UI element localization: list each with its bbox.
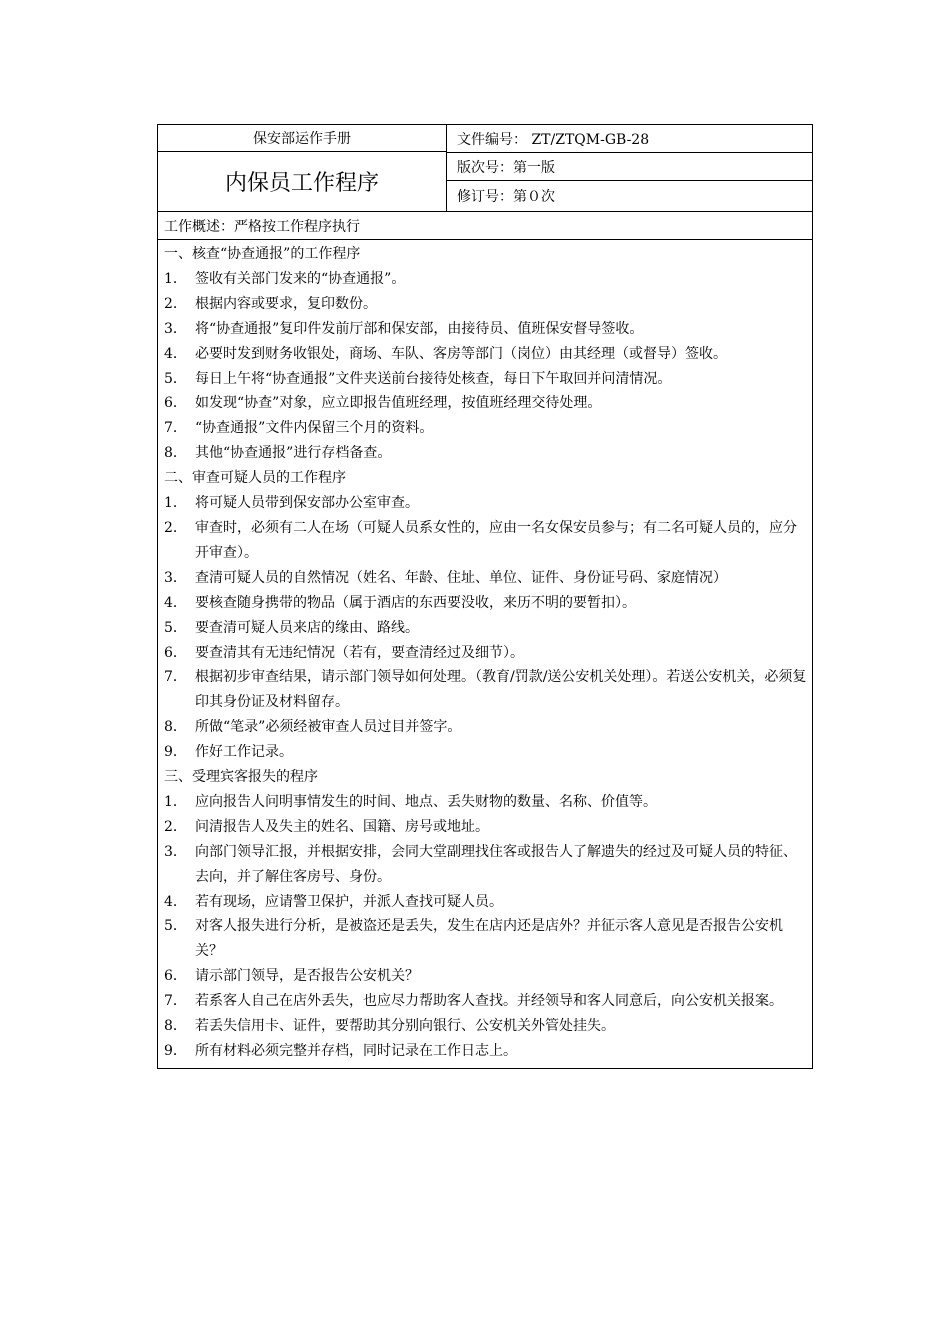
work-summary: 工作概述：严格按工作程序执行 bbox=[158, 212, 812, 240]
procedure-step bbox=[164, 267, 808, 292]
step-text: 请示部门领导，是否报告公安机关？ bbox=[195, 968, 419, 985]
procedure-step bbox=[164, 641, 808, 666]
step-number: 2． bbox=[164, 519, 187, 536]
step-number: 7． bbox=[164, 420, 187, 437]
procedure-step bbox=[164, 292, 808, 317]
step-text: 将可疑人员带到保安部办公室审查。 bbox=[195, 495, 419, 512]
procedure-step bbox=[164, 914, 808, 964]
step-text: 要查清其有无违纪情况（若有，要查清经过及细节）。 bbox=[195, 644, 524, 661]
procedure-step bbox=[164, 665, 808, 715]
step-number: 8． bbox=[164, 445, 187, 462]
step-number: 8． bbox=[164, 719, 187, 736]
procedure-step bbox=[164, 989, 808, 1014]
step-number: 7． bbox=[164, 993, 187, 1010]
procedure-step bbox=[164, 740, 808, 765]
step-text: 对客人报失进行分析，是被盗还是丢失，发生在店内还是店外？并征示客人意见是否报告公安机关？ bbox=[195, 918, 783, 960]
step-number: 6． bbox=[164, 644, 187, 661]
step-number: 5． bbox=[164, 918, 187, 935]
step-text: 应向报告人问明事情发生的时间、地点、丢失财物的数量、名称、价值等。 bbox=[195, 793, 657, 810]
procedure-step bbox=[164, 840, 808, 890]
step-number: 9． bbox=[164, 744, 187, 761]
step-number: 7． bbox=[164, 669, 187, 686]
procedure-step bbox=[164, 715, 808, 740]
step-number: 9． bbox=[164, 1043, 187, 1059]
step-number: 4． bbox=[164, 893, 187, 910]
step-number: 6． bbox=[164, 968, 187, 985]
step-text: 要查清可疑人员来店的缘由、路线。 bbox=[195, 619, 419, 636]
procedure-step bbox=[164, 1014, 808, 1039]
step-number: 4． bbox=[164, 345, 187, 362]
step-text: 所有材料必须完整并存档，同时记录在工作日志上。 bbox=[195, 1043, 517, 1059]
revision-number: 修订号：第０次 bbox=[457, 189, 555, 205]
document-title: 内保员工作程序 bbox=[224, 171, 379, 196]
manual-name: 保安部运作手册 bbox=[158, 125, 446, 152]
step-text: 查清可疑人员的自然情况（姓名、年龄、住址、单位、证件、身份证号码、家庭情况） bbox=[195, 569, 727, 586]
step-text: 要核查随身携带的物品（属于酒店的东西要没收，来历不明的要暂扣）。 bbox=[195, 594, 636, 611]
procedure-step bbox=[164, 591, 808, 616]
procedure-step bbox=[164, 566, 808, 591]
step-text: 将“协查通报”复印件发前厅部和保安部，由接待员、值班保安督导签收。 bbox=[195, 320, 644, 337]
procedure-step bbox=[164, 391, 808, 416]
step-number: 8． bbox=[164, 1018, 187, 1035]
step-text: 问清报告人及失主的姓名、国籍、房号或地址。 bbox=[195, 818, 489, 835]
step-number: 6． bbox=[164, 395, 187, 412]
procedure-step bbox=[164, 890, 808, 915]
step-text: 若丢失信用卡、证件，要帮助其分别向银行、公安机关外管处挂失。 bbox=[195, 1018, 615, 1035]
step-number: 2． bbox=[164, 818, 187, 835]
step-text: 其他“协查通报”进行存档备查。 bbox=[195, 445, 392, 462]
procedure-step bbox=[164, 516, 808, 566]
procedure-step bbox=[164, 367, 808, 392]
procedure-step bbox=[164, 964, 808, 989]
step-text: 根据初步审查结果，请示部门领导如何处理。（教育/罚款/送公安机关处理）。若送公安机关，必须复印其身份证及材料留存。 bbox=[195, 669, 807, 711]
section-heading: 三、受理宾客报失的程序 bbox=[164, 769, 318, 786]
document-header bbox=[158, 125, 812, 212]
step-text: 审查时，必须有二人在场（可疑人员系女性的，应由一名女保安员参与；有二名可疑人员的，应分开审查）。 bbox=[195, 519, 797, 561]
step-number: 1． bbox=[164, 793, 187, 810]
procedure-step bbox=[164, 790, 808, 815]
step-number: 1． bbox=[164, 270, 187, 287]
step-number: 3． bbox=[164, 843, 187, 860]
step-number: 4． bbox=[164, 594, 187, 611]
section-heading: 二、审查可疑人员的工作程序 bbox=[164, 470, 346, 487]
step-text: 每日上午将“协查通报”文件夹送前台接待处核查，每日下午取回并问清情况。 bbox=[195, 370, 672, 387]
document-number: 文件编号： ZT/ZTQM-GB-28 bbox=[447, 125, 812, 153]
step-text: 签收有关部门发来的“协查通报”。 bbox=[195, 270, 406, 287]
step-text: 所做“笔录”必须经被审查人员过目并签字。 bbox=[195, 719, 462, 736]
step-number: 3． bbox=[164, 569, 187, 586]
step-text: “协查通报”文件内保留三个月的资料。 bbox=[195, 420, 434, 437]
step-number: 1． bbox=[164, 495, 187, 512]
procedure-step bbox=[164, 815, 808, 840]
procedure-body bbox=[158, 240, 812, 1068]
procedure-step bbox=[164, 416, 808, 441]
step-text: 若系客人自己在店外丢失，也应尽力帮助客人查找。并经领导和客人同意后，向公安机关报案。 bbox=[195, 993, 783, 1010]
header-left bbox=[158, 125, 447, 211]
step-text: 根据内容或要求，复印数份。 bbox=[195, 295, 377, 312]
step-text: 向部门领导汇报，并根据安排，会同大堂副理找住客或报告人了解遗失的经过及可疑人员的特征、去向，并了解住客房号、身份。 bbox=[195, 843, 797, 885]
step-number: 3． bbox=[164, 320, 187, 337]
section-heading: 一、核查“协查通报”的工作程序 bbox=[164, 246, 361, 262]
procedure-step bbox=[164, 1039, 808, 1064]
procedure-step bbox=[164, 616, 808, 641]
procedure-step bbox=[164, 342, 808, 367]
header-right bbox=[447, 125, 812, 211]
step-number: 2． bbox=[164, 295, 187, 312]
version-number: 版次号：第一版 bbox=[447, 153, 812, 181]
step-text: 如发现“协查”对象，应立即报告值班经理，按值班经理交待处理。 bbox=[195, 395, 602, 412]
step-text: 作好工作记录。 bbox=[195, 744, 293, 761]
step-number: 5． bbox=[164, 370, 187, 387]
step-text: 若有现场，应请警卫保护，并派人查找可疑人员。 bbox=[195, 893, 503, 910]
procedure-step bbox=[164, 441, 808, 466]
procedure-step bbox=[164, 317, 808, 342]
procedure-document bbox=[157, 124, 813, 1069]
step-text: 必要时发到财务收银处，商场、车队、客房等部门（岗位）由其经理（或督导）签收。 bbox=[195, 345, 727, 362]
procedure-step bbox=[164, 491, 808, 516]
step-number: 5． bbox=[164, 619, 187, 636]
